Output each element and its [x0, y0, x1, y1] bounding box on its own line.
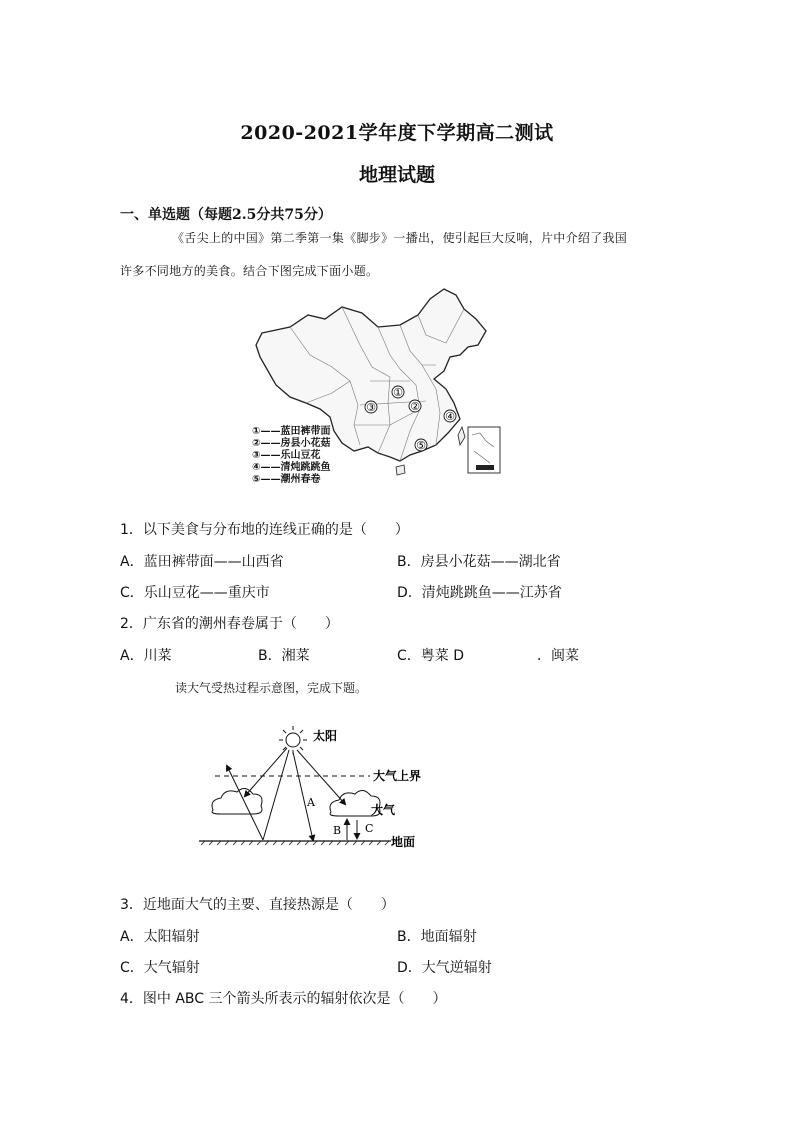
label-atmosphere-top: 大气上界	[373, 769, 422, 783]
q3-option-c[interactable]: C．大气辐射	[120, 960, 200, 976]
exam-subtitle: 地理试题	[358, 164, 435, 186]
marker-5: ⑤	[416, 439, 426, 452]
label-b: B	[333, 824, 342, 837]
intro-line-2: 许多不同地方的美食。结合下图完成下面小题。	[120, 264, 379, 278]
china-food-map	[250, 285, 510, 490]
label-a: A	[307, 796, 315, 809]
q1-option-a[interactable]: A．蓝田裤带面——山西省	[120, 554, 284, 570]
q3-option-a[interactable]: A．太阳辐射	[120, 929, 200, 945]
marker-1: ①	[393, 386, 403, 399]
q1-option-d[interactable]: D．清炖跳跳鱼——江苏省	[397, 585, 562, 601]
label-ground: 地面	[391, 835, 416, 849]
section-heading: 一、单选题（每题2.5分共75分）	[120, 207, 332, 223]
intro-line-1: 《舌尖上的中国》第二季第一集《脚步》一播出，使引起巨大反响，片中介绍了我国	[172, 231, 628, 245]
sun-icon	[279, 726, 307, 754]
label-atmosphere: 大气	[371, 803, 396, 817]
label-c: C	[365, 822, 374, 835]
q2-option-d[interactable]: ．闽菜	[537, 648, 579, 664]
marker-2: ②	[410, 400, 420, 413]
legend-item-2: ②——房县小花菇	[252, 438, 331, 449]
cloud-left	[212, 788, 262, 814]
q3-option-b[interactable]: B．地面辐射	[397, 929, 477, 945]
q1-option-c[interactable]: C．乐山豆花——重庆市	[120, 585, 270, 601]
q2-option-a[interactable]: A．川菜	[120, 648, 172, 664]
atmosphere-heating-diagram	[195, 722, 435, 857]
q1-option-b[interactable]: B．房县小花菇——湖北省	[397, 554, 561, 570]
q2-stem: 2．广东省的潮州春卷属于（ ）	[120, 616, 339, 632]
q2-option-c[interactable]: C．粤菜 D	[397, 648, 465, 664]
q2-option-b[interactable]: B．湘菜	[258, 648, 310, 664]
q3-stem: 3．近地面大气的主要、直接热源是（ ）	[120, 897, 395, 913]
legend-item-4: ④——清炖跳跳鱼	[252, 462, 331, 473]
legend-item-1: ①——蓝田裤带面	[252, 426, 331, 437]
marker-4: ④	[445, 410, 455, 423]
marker-3: ③	[366, 401, 376, 414]
diagram-intro: 读大气受热过程示意图，完成下题。	[175, 681, 368, 695]
q3-option-d[interactable]: D．大气逆辐射	[397, 960, 492, 976]
legend-item-3: ③——乐山豆花	[252, 450, 321, 461]
label-sun: 太阳	[313, 729, 338, 743]
q1-stem: 1．以下美食与分布地的连线正确的是（ ）	[120, 522, 409, 538]
exam-title: 2020-2021学年度下学期高二测试	[240, 122, 554, 144]
q4-stem: 4．图中 ABC 三个箭头所表示的辐射依次是（ ）	[120, 991, 447, 1007]
legend-item-5: ⑤——潮州春卷	[252, 474, 321, 485]
